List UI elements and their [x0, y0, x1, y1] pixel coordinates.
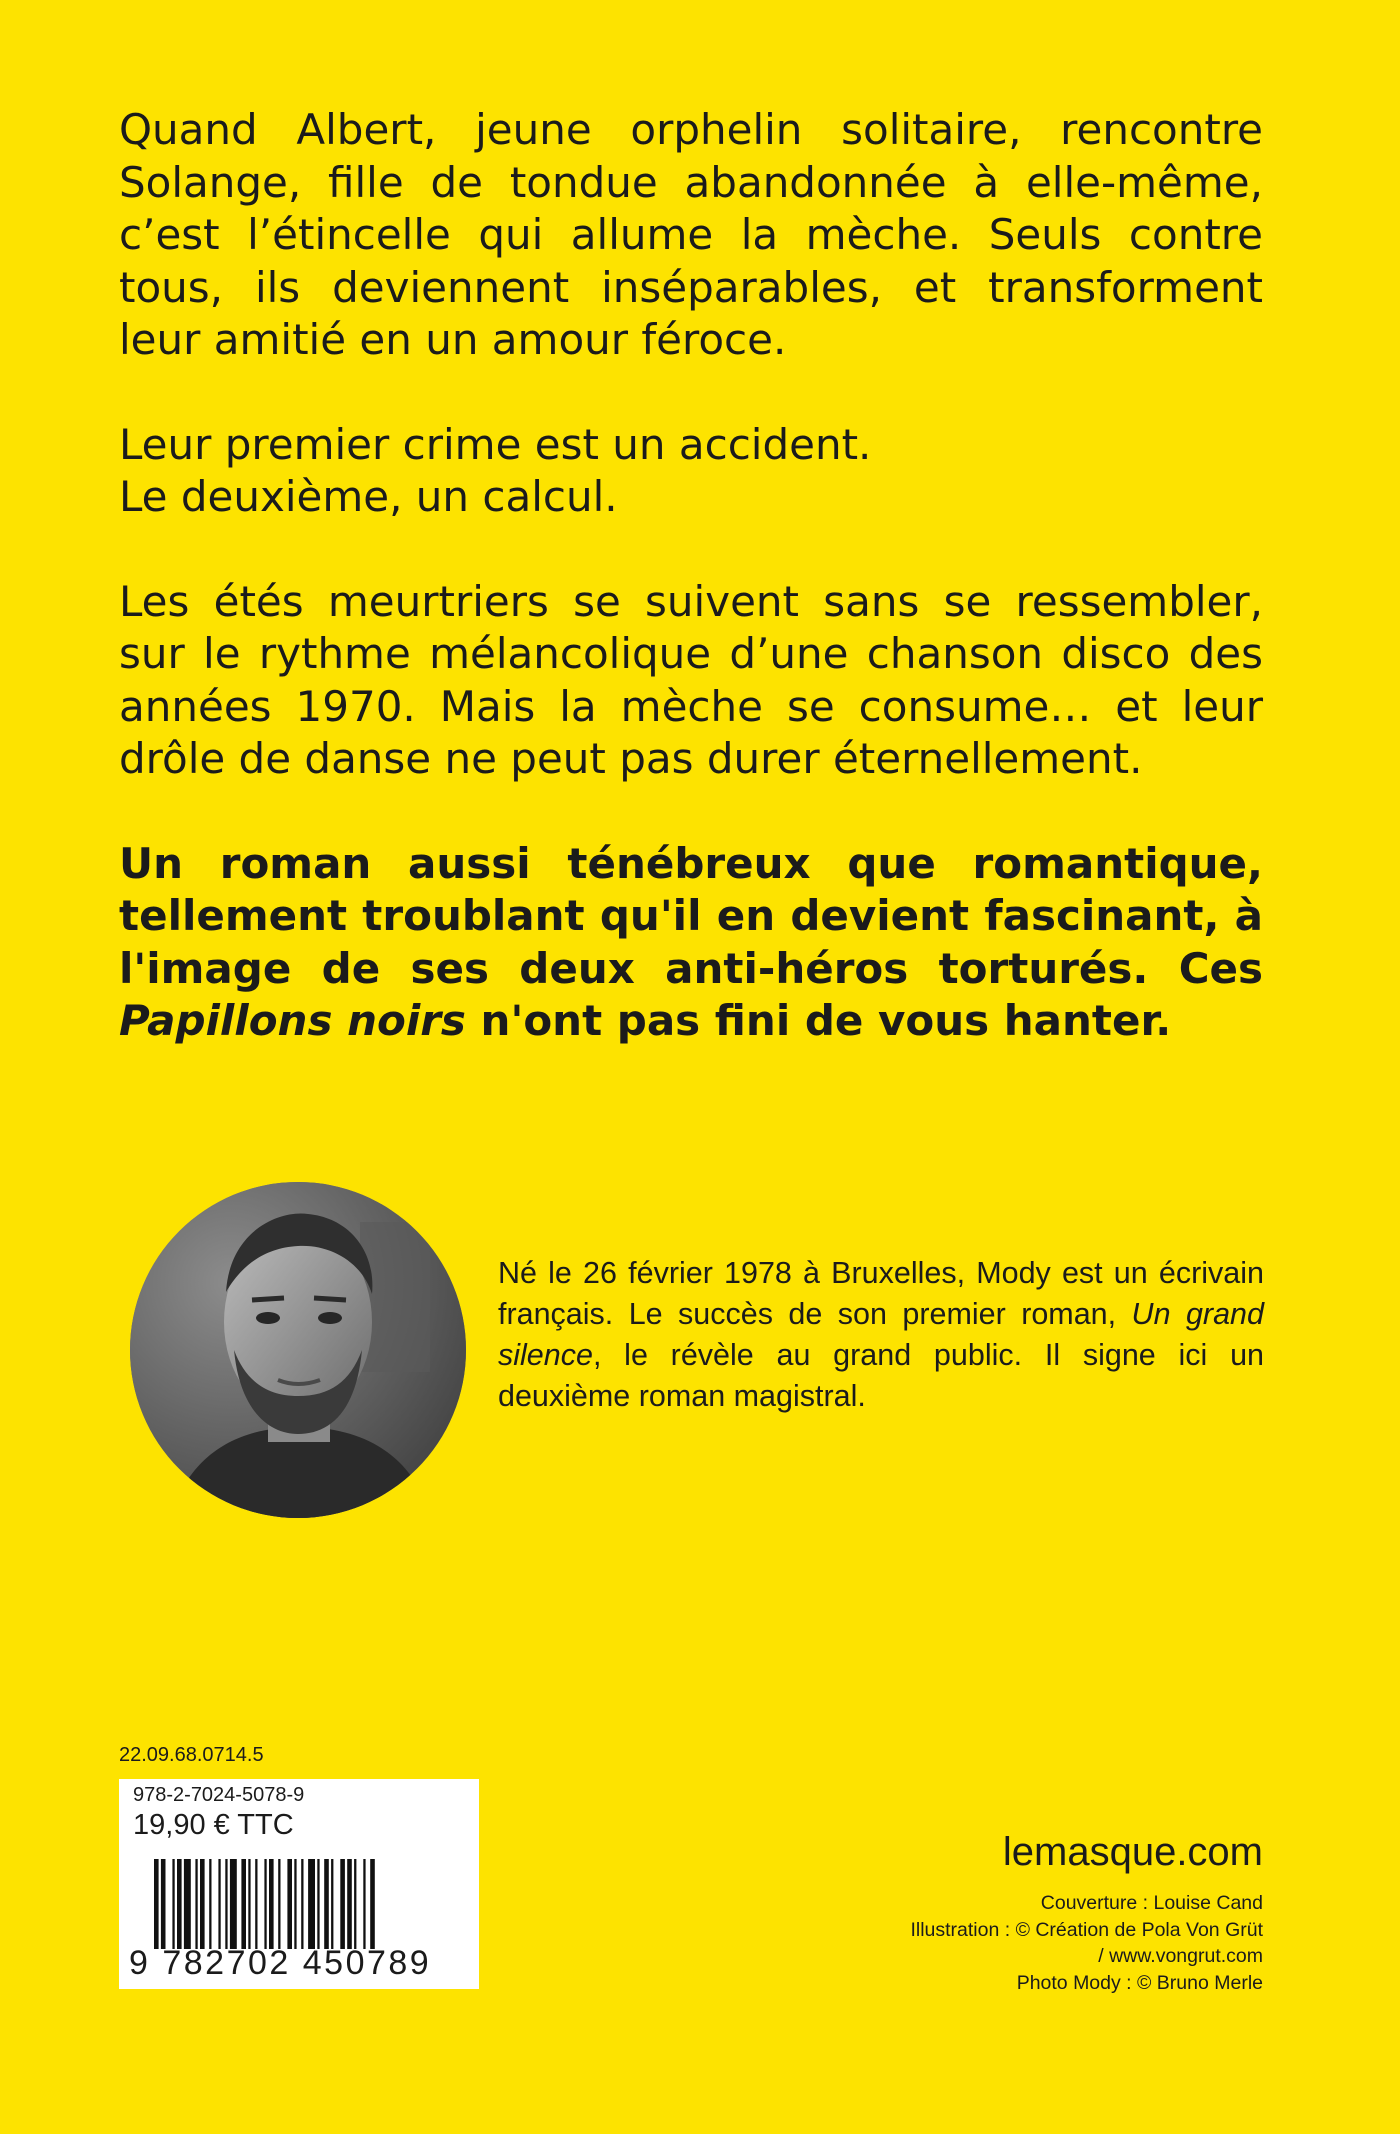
book-title: Papillons noirs	[119, 996, 466, 1045]
barcode-bar	[230, 1859, 237, 1949]
barcode-bar	[248, 1859, 250, 1949]
barcode-bar	[287, 1859, 292, 1949]
barcode-bar	[354, 1859, 356, 1949]
barcode-bar	[370, 1859, 375, 1949]
barcode-bar	[294, 1859, 296, 1949]
bio-text-start: Né le 26 février 1978 à Bruxelles, Mody est un écrivain français. Le succès de son premier roman,	[498, 1256, 1264, 1331]
tagline-text-end: n'ont pas fini de vous hanter.	[465, 996, 1172, 1045]
blurb-paragraph-intro: Quand Albert, jeune orphelin solitaire, rencontre Solange, fille de tondue abandonnée à elle-même, c’est l’étincelle qui allume la mèche. Seuls contre tous, ils deviennent inséparables, et transforment leur amitié en un amour féroce.	[119, 105, 1263, 364]
barcode-icon	[154, 1859, 444, 1949]
author-bio	[498, 1253, 1264, 1417]
barcode-bar	[363, 1859, 365, 1949]
blurb-tagline	[119, 838, 1263, 1048]
ean-digits: 9 782702 450789	[129, 1944, 432, 1982]
barcode-bar	[241, 1859, 246, 1949]
barcode-bar	[154, 1859, 159, 1949]
blurb-line-first-crime: Leur premier crime est un accident.	[119, 419, 872, 469]
bio-text-end: , le révèle au grand public. Il signe ici un deuxième roman magistral.	[498, 1338, 1264, 1413]
credit-line: Illustration : © Création de Pola Von Grüt	[910, 1918, 1263, 1941]
barcode-block	[119, 1779, 479, 1989]
publisher-website[interactable]: lemasque.com	[1002, 1830, 1263, 1874]
barcode-bar	[177, 1859, 182, 1949]
barcode-bar	[184, 1859, 191, 1949]
author-portrait-image	[130, 1182, 466, 1518]
credit-line: Couverture : Louise Cand	[1040, 1892, 1263, 1914]
barcode-bar	[195, 1859, 197, 1949]
tagline-text-start: Un roman aussi ténébreux que romantique, tellement troublant qu'il en devient fascinant, à l'image de ses deux anti-héros torturés. Ces	[119, 838, 1263, 993]
barcode-bar	[255, 1859, 257, 1949]
blurb-paragraph-crimes	[119, 419, 1263, 524]
author-photo	[130, 1182, 466, 1518]
isbn: 978-2-7024-5078-9	[133, 1784, 305, 1806]
credits	[910, 1890, 1263, 1996]
barcode-bar	[209, 1859, 211, 1949]
barcode-bar	[308, 1859, 315, 1949]
barcode-bar	[340, 1859, 345, 1949]
credit-line: Photo Mody : © Bruno Merle	[1016, 1971, 1263, 1994]
barcode-bar	[269, 1859, 274, 1949]
blurb-line-second-crime: Le deuxième, un calcul.	[119, 472, 618, 521]
product-code: 22.09.68.0714.5	[119, 1744, 264, 1766]
blurb-paragraph-summers: Les étés meurtriers se suivent sans se ressembler, sur le rythme mélancolique d’une chanson disco des années 1970. Mais la mèche se consume… et leur drôle de danse ne peut pas durer éternellement.	[119, 576, 1263, 783]
barcode-bar	[200, 1859, 205, 1949]
barcode-bar	[172, 1859, 174, 1949]
barcode-bar	[264, 1859, 266, 1949]
barcode-bar	[161, 1859, 166, 1949]
barcode-bar	[324, 1859, 329, 1949]
book-blurb	[119, 104, 1263, 1100]
barcode-bar	[218, 1859, 220, 1949]
price: 19,90 € TTC	[133, 1809, 294, 1841]
credit-line: / www.vongrut.com	[1098, 1945, 1263, 1967]
barcode-bar	[225, 1859, 227, 1949]
barcode-bar	[331, 1859, 333, 1949]
barcode-bar	[317, 1859, 319, 1949]
barcode-bar	[347, 1859, 352, 1949]
previous-novel-title: Un grand silence	[498, 1297, 1264, 1372]
barcode-bar	[301, 1859, 303, 1949]
barcode-bar	[278, 1859, 280, 1949]
